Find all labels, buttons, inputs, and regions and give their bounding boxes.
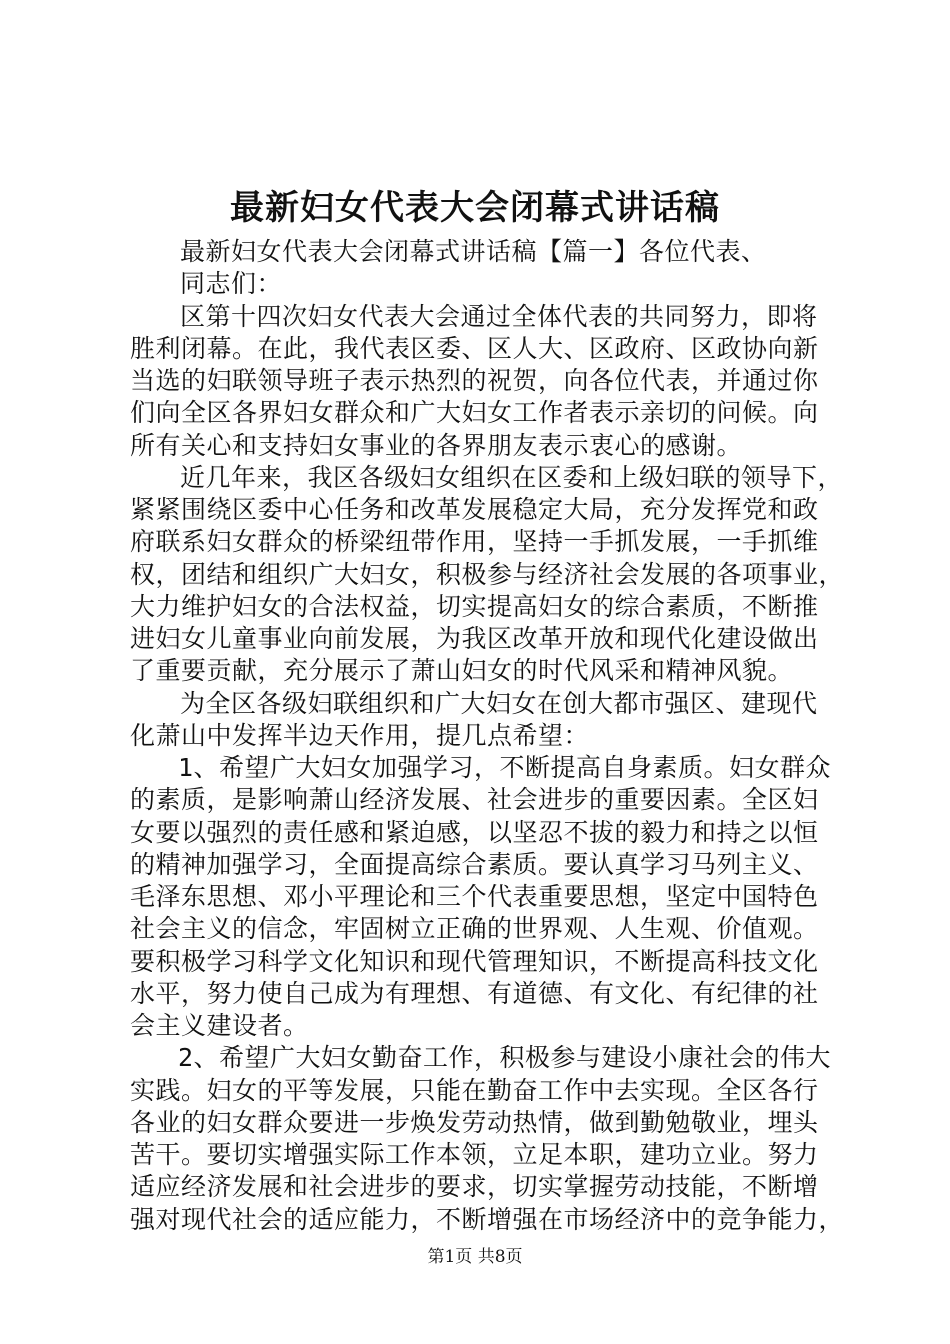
text-line: 最新妇女代表大会闭幕式讲话稿【篇一】各位代表、 (180, 237, 767, 266)
text-line: 大力维护妇女的合法权益，切实提高妇女的综合素质，不断推 (130, 591, 819, 621)
text-line: 府联系妇女群众的桥梁纽带作用，坚持一手抓发展，一手抓维 (130, 527, 819, 557)
text-line: 适应经济发展和社会进步的要求，切实掌握劳动技能，不断增 (130, 1172, 819, 1202)
text-line: 的素质，是影响萧山经济发展、社会进步的重要因素。全区妇 (130, 785, 819, 815)
text-line: 权，团结和组织广大妇女，积极参与经济社会发展的各项事业， (130, 559, 845, 589)
text-line: 强对现代社会的适应能力，不断增强在市场经济中的竞争能力， (130, 1204, 845, 1234)
text-line: 近几年来，我区各级妇女组织在区委和上级妇联的领导下， (180, 462, 844, 492)
text-line: 女要以强烈的责任感和紧迫感，以坚忍不拔的毅力和持之以恒 (130, 817, 819, 847)
text-line: 1、希望广大妇女加强学习，不断提高自身素质。妇女群众 (178, 753, 832, 782)
text-line: 2、希望广大妇女勤奋工作，积极参与建设小康社会的伟大 (178, 1043, 832, 1073)
text-line: 苦干。要切实增强实际工作本领，立足本职，建功立业。努力 (130, 1140, 819, 1169)
text-line: 所有关心和支持妇女事业的各界朋友表示衷心的感谢。 (130, 430, 743, 460)
text-line: 了重要贡献，充分展示了萧山妇女的时代风采和精神风貌。 (130, 656, 794, 686)
text-line: 化萧山中发挥半边天作用，提几点希望： (130, 720, 590, 750)
text-line: 的精神加强学习，全面提高综合素质。要认真学习马列主义、 (130, 849, 819, 879)
text-line: 实践。妇女的平等发展，只能在勤奋工作中去实现。全区各行 (130, 1075, 819, 1105)
text-line: 同志们： (180, 269, 283, 299)
text-line: 要积极学习科学文化知识和现代管理知识，不断提高科技文化 (130, 946, 819, 976)
text-line: 各业的妇女群众要进一步焕发劳动热情，做到勤勉敬业，埋头 (130, 1107, 819, 1137)
text-line: 们向全区各界妇女群众和广大妇女工作者表示亲切的问候。向 (130, 398, 819, 428)
text-line: 水平，努力使自己成为有理想、有道德、有文化、有纪律的社 (130, 978, 819, 1008)
text-line: 毛泽东思想、邓小平理论和三个代表重要思想，坚定中国特色 (130, 882, 819, 911)
text-line: 社会主义的信念，牢固树立正确的世界观、人生观、价值观。 (130, 914, 819, 944)
document-body (130, 236, 845, 1236)
page-number-footer: 第1页 共8页 (427, 1247, 523, 1267)
text-line: 紧紧围绕区委中心任务和改革发展稳定大局，充分发挥党和政 (130, 495, 819, 524)
text-line: 会主义建设者。 (130, 1011, 309, 1040)
text-line: 为全区各级妇联组织和广大妇女在创大都市强区、建现代 (180, 688, 818, 718)
document-title: 最新妇女代表大会闭幕式讲话稿 (230, 188, 720, 228)
text-line: 进妇女儿童事业向前发展，为我区改革开放和现代化建设做出 (130, 624, 819, 653)
text-line: 区第十四次妇女代表大会通过全体代表的共同努力，即将 (180, 301, 818, 331)
text-line: 当选的妇联领导班子表示热烈的祝贺，向各位代表，并通过你 (130, 366, 819, 395)
text-line: 胜利闭幕。在此，我代表区委、区人大、区政府、区政协向新 (130, 333, 819, 363)
